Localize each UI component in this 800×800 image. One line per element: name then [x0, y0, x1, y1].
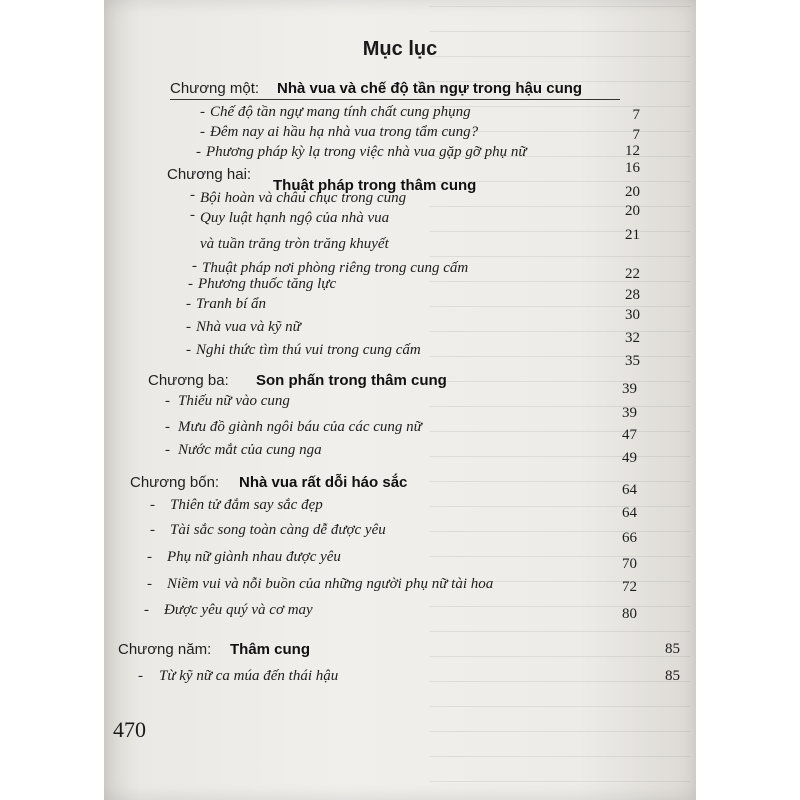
section-dash: -	[165, 442, 170, 458]
section-dash: -	[190, 207, 195, 223]
section-1-3: Phương pháp kỳ lạ trong việc nhà vua gặp gỡ phụ nữ	[206, 144, 527, 160]
section-2-5: Tranh bí ẩn	[196, 296, 267, 312]
chapter-5-page: 85	[665, 641, 680, 657]
section-2-4: Phương thuốc tăng lực	[198, 276, 337, 292]
chapter-3-page: 39	[622, 381, 637, 397]
section-dash: -	[186, 319, 191, 335]
section-4-3: Phụ nữ giành nhau được yêu	[167, 549, 341, 565]
section-4-1-page: 64	[622, 505, 637, 521]
section-1-2: Đêm nay ai hầu hạ nhà vua trong tẩm cung?	[210, 124, 479, 140]
section-1-1: Chế độ tần ngự mang tính chất cung phụng	[210, 104, 471, 120]
section-dash: -	[200, 104, 205, 120]
chapter-4-title: Nhà vua rất dỗi háo sắc	[239, 474, 408, 491]
section-dash: -	[138, 668, 143, 684]
chapter-3-title: Son phấn trong thâm cung	[256, 372, 447, 389]
chapter-5-label: Chương năm:	[118, 641, 212, 658]
section-2-2-page: 21	[625, 227, 640, 243]
section-dash: -	[200, 124, 205, 140]
section-dash: -	[147, 549, 152, 565]
section-1-2-page: 7	[632, 127, 640, 143]
section-dash: -	[150, 522, 155, 538]
section-2-4-page: 28	[625, 287, 640, 303]
section-dash: -	[144, 602, 149, 618]
section-3-2-page: 47	[622, 427, 637, 443]
section-2-7-page: 35	[625, 353, 640, 369]
section-dash: -	[147, 576, 152, 592]
section-2-3: Thuật pháp nơi phòng riêng trong cung cấm	[202, 260, 469, 276]
section-4-4: Niềm vui và nỗi buồn của những người phụ nữ tài hoa	[167, 576, 494, 592]
section-2-6: Nhà vua và kỹ nữ	[196, 319, 301, 335]
chapter-1-title: Nhà vua và chế độ tần ngự trong hậu cung	[277, 80, 583, 97]
section-4-1: Thiên tử đắm say sắc đẹp	[170, 497, 323, 513]
section-4-2: Tài sắc song toàn càng dễ được yêu	[170, 522, 386, 538]
section-5-1-page: 85	[665, 668, 680, 684]
section-dash: -	[190, 187, 195, 203]
section-2-5-page: 30	[625, 307, 640, 323]
section-dash: -	[186, 342, 191, 358]
section-4-3-page: 70	[622, 556, 637, 572]
chapter-1-rule	[170, 99, 620, 100]
section-2-2: Quy luật hạnh ngộ của nhà vua	[200, 210, 390, 226]
section-4-2-page: 66	[622, 530, 637, 546]
chapter-2-label: Chương hai:	[167, 166, 252, 183]
section-5-1: Từ kỹ nữ ca múa đến thái hậu	[159, 668, 339, 684]
page-number: 470	[113, 717, 146, 742]
section-dash: -	[165, 393, 170, 409]
section-2-1-page: 20	[625, 203, 640, 219]
section-2-1: Bội hoàn và châu chục trong cung	[200, 190, 407, 206]
section-2-3-page: 22	[625, 266, 640, 282]
section-3-1: Thiếu nữ vào cung	[178, 393, 290, 409]
section-dash: -	[186, 296, 191, 312]
chapter-1-label: Chương một:	[170, 80, 260, 97]
section-4-5: Được yêu quý và cơ may	[164, 602, 313, 618]
chapter-4-label: Chương bốn:	[130, 474, 220, 491]
section-dash: -	[165, 419, 170, 435]
section-1-1-page: 7	[632, 107, 640, 123]
section-4-5-page: 80	[622, 606, 637, 622]
section-3-3-page: 49	[622, 450, 637, 466]
section-2-7: Nghi thức tìm thú vui trong cung cấm	[196, 342, 421, 358]
chapter-3-label: Chương ba:	[148, 372, 229, 389]
toc-title: Mục lục	[362, 38, 438, 60]
section-3-3: Nước mắt của cung nga	[178, 442, 322, 458]
section-3-2: Mưu đồ giành ngôi báu của các cung nữ	[178, 419, 422, 435]
section-4-4-page: 72	[622, 579, 637, 595]
chapter-4-page: 64	[622, 482, 637, 498]
section-1-4-page: 16	[625, 160, 640, 176]
chapter-5-title: Thâm cung	[230, 641, 311, 658]
section-dash: -	[192, 258, 197, 274]
chapter-2-title: Thuật pháp trong thâm cung	[273, 177, 477, 194]
section-dash: -	[188, 276, 193, 292]
chapter-2-page: 20	[625, 184, 640, 200]
section-2-6-page: 32	[625, 330, 640, 346]
section-1-3-page: 12	[625, 143, 640, 159]
section-dash: -	[150, 497, 155, 513]
section-3-1-page: 39	[622, 405, 637, 421]
section-dash: -	[196, 144, 201, 160]
section-2-2-cont: và tuần trăng tròn trăng khuyết	[200, 236, 389, 252]
